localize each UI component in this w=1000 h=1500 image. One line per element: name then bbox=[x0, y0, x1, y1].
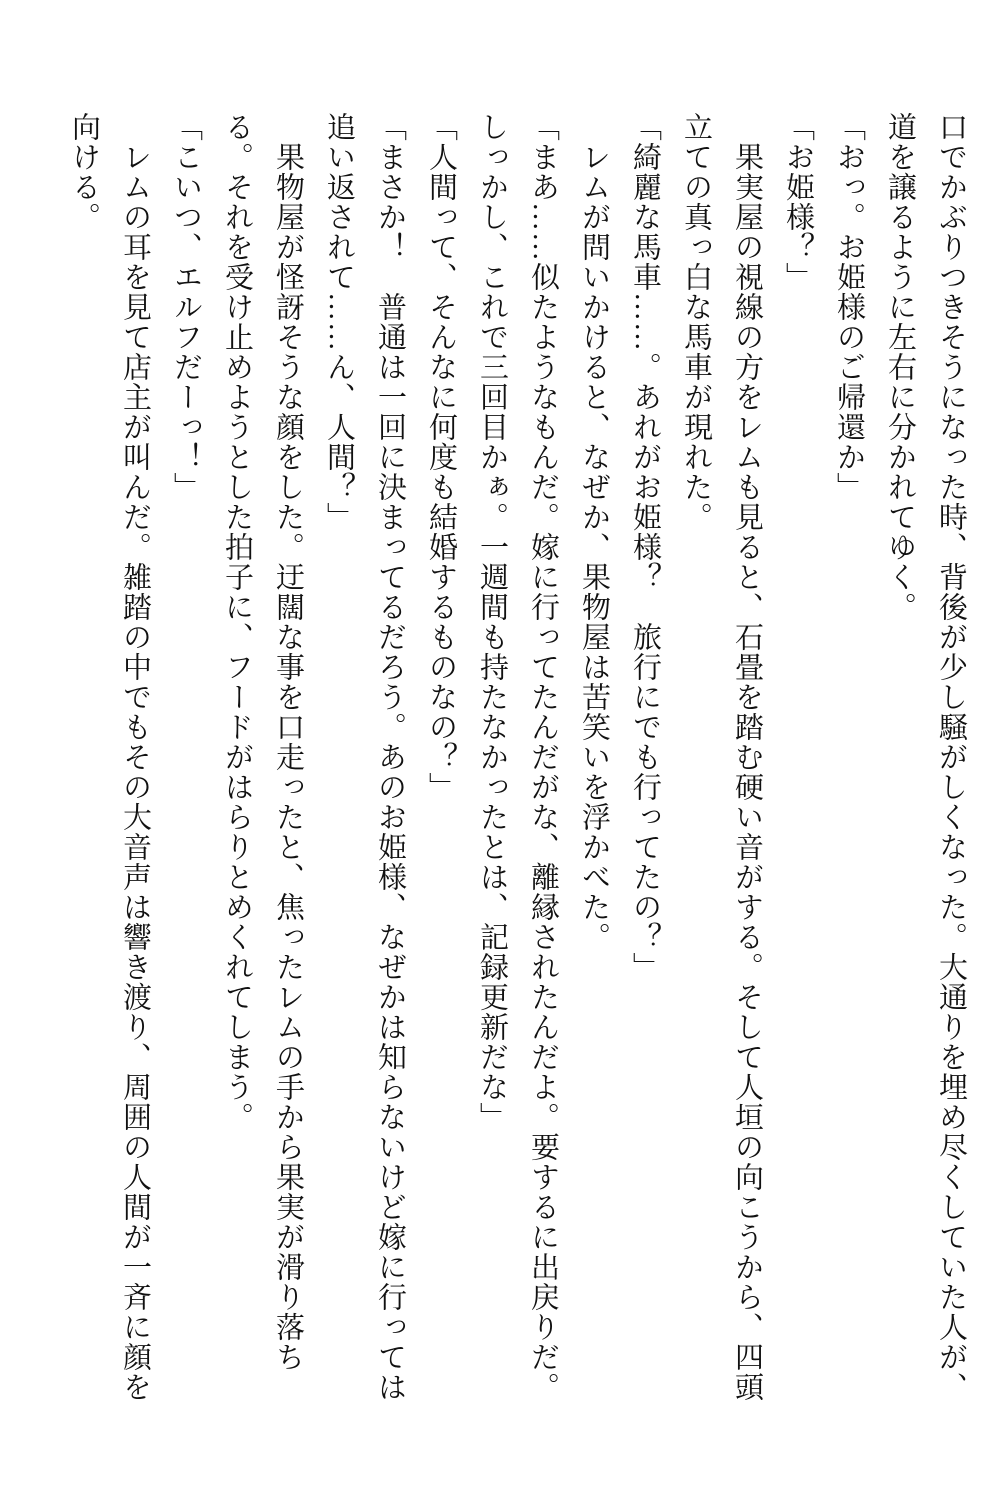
text-column-2: 道を譲るように左右に分かれてゆく。 bbox=[884, 112, 916, 622]
text-column-4: 「お姫様？」 bbox=[782, 112, 814, 292]
text-column-18: 向ける。 bbox=[68, 112, 100, 232]
text-column-13: 追い返されて……ん、人間？」 bbox=[323, 112, 355, 532]
text-column-10: しっかし、これで三回目かぁ。一週間も持たなかったとは、記録更新だな」 bbox=[476, 112, 508, 1132]
text-column-8: レムが問いかけると、なぜか、果物屋は苦笑いを浮かべた。 bbox=[578, 142, 610, 952]
text-column-6: 立ての真っ白な馬車が現れた。 bbox=[680, 112, 712, 532]
text-column-15: る。それを受け止めようとした拍子に、フードがはらりとめくれてしまう。 bbox=[221, 112, 253, 1132]
text-column-1: 口でかぶりつきそうになった時、背後が少し騒がしくなった。大通りを埋め尽くしていた人が、 bbox=[935, 112, 967, 1402]
text-column-16: 「こいつ、エルフだーっ！」 bbox=[170, 112, 202, 502]
text-column-14: 果物屋が怪訝そうな顔をした。迂闊な事を口走ったと、焦ったレムの手から果実が滑り落ち bbox=[272, 142, 304, 1372]
text-column-7: 「綺麗な馬車……。あれがお姫様？ 旅行にでも行ってたの？」 bbox=[629, 112, 661, 982]
text-column-9: 「まあ……似たようなもんだ。嫁に行ってたんだがな、離縁されたんだよ。要するに出戻りだ。 bbox=[527, 112, 559, 1402]
text-column-17: レムの耳を見て店主が叫んだ。雑踏の中でもその大音声は響き渡り、周囲の人間が一斉に顔を bbox=[119, 142, 151, 1402]
text-column-5: 果実屋の視線の方をレムも見ると、石畳を踏む硬い音がする。そして人垣の向こうから、四頭 bbox=[731, 142, 763, 1402]
novel-page-text bbox=[58, 112, 976, 1410]
text-column-3: 「おっ。お姫様のご帰還か」 bbox=[833, 112, 865, 502]
text-column-11: 「人間って、そんなに何度も結婚するものなの？」 bbox=[425, 112, 457, 802]
text-column-12: 「まさか！ 普通は一回に決まってるだろう。あのお姫様、なぜかは知らないけど嫁に行っては bbox=[374, 112, 406, 1402]
